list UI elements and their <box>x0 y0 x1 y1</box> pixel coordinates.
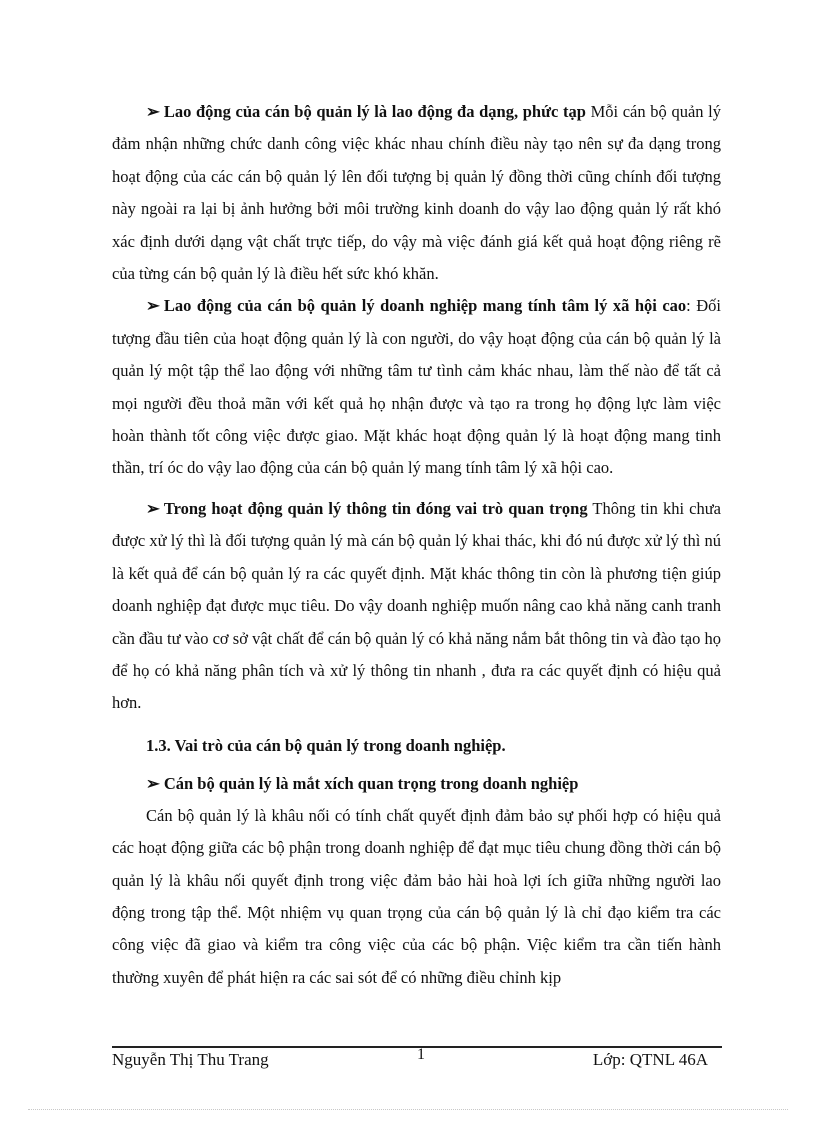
arrow-bullet-icon: ➢ <box>146 102 160 121</box>
document-body <box>112 96 721 994</box>
page-number: 1 <box>417 1046 425 1063</box>
paragraph-key-link: Cán bộ quản lý là khâu nối có tính chất quyết định đảm bảo sự phối hợp có hiệu quả các hoạt động giữa các bộ phận trong doanh nghiệp để đạt mục tiêu chung đồng thời cán bộ quản lý là khâu nối quyết định trong việc đảm bảo hài hoà lợi ích giữa những người lao động trong tập thể. Một nhiệm vụ quan trọng của cán bộ quản lý là chỉ đạo kiểm tra các công việc đã giao và kiểm tra công việc của các bộ phận. Việc kiểm tra cần tiến hành thường xuyên để phát hiện ra các sai sót để có những điều chỉnh kịp <box>112 805 721 987</box>
paragraph-lead: Trong hoạt động quản lý thông tin đóng vai trò quan trọng <box>163 498 588 518</box>
paragraph-text: Mỗi cán bộ quản lý đảm nhận những chức danh công việc khác nhau chính điều này tạo nên sự đa dạng trong hoạt động của các cán bộ quản lý lên đối tượng bị quản lý đồng thời cũng chính đối tượng này ngoài ra lại bị ảnh hưởng bởi môi trường kinh doanh do vậy lao động quản lý rất khó xác định dưới dạng vật chất trực tiếp, do vậy mà việc đánh giá kết quả hoạt động riêng rẽ của từng cán bộ quản lý là điều hết sức khó khăn. <box>112 102 722 284</box>
paragraph-lead: Lao động của cán bộ quản lý là lao động đa dạng, phức tạp <box>163 102 586 121</box>
subsection-heading <box>112 768 721 800</box>
paragraph-text: : Đối tượng đầu tiên của hoạt động quản lý là con người, do vậy hoạt động của cán bộ quản lý là quản lý một tập thể lao động với những tâm tư tình cảm khác nhau, làm thế nào để tất cả mọi người đều thoả mãn với kết quả họ nhận được và tạo ra trong họ động lực làm việc hoàn thành tốt công việc được giao. Mặt khác hoạt động quản lý là hoạt động mang tinh thần, trí óc do vậy lao động của cán bộ quản lý mang tính tâm lý xã hội cao. <box>112 296 721 478</box>
footer-author: Nguyễn Thị Thu Trang <box>112 1050 269 1069</box>
footer-class: Lớp: QTNL 46A <box>592 1050 708 1069</box>
paragraph-information-role <box>112 493 721 720</box>
page-edge-divider <box>28 1109 788 1110</box>
arrow-bullet-icon: ➢ <box>146 773 160 793</box>
paragraph-text: Thông tin khi chưa được xử lý thì là đối tượng quản lý mà cán bộ quản lý khai thác, khi đó nú được xử lý thì nú là kết quả để cán bộ quản lý ra các quyết định. Mặt khác thông tin còn là phương tiện giúp doanh nghiệp đạt được mục tiêu. Do vậy doanh nghiệp muốn nâng cao khả năng canh tranh cần đầu tư vào cơ sở vật chất để cán bộ quản lý có khả năng nắm bắt thông tin và đào tạo họ để họ có khả năng phân tích và xử lý thông tin nhanh , đưa ra các quyết định có hiệu quả hơn. <box>112 498 721 713</box>
section-heading: 1.3. Vai trò của cán bộ quản lý trong doanh nghiệp. <box>146 735 506 755</box>
paragraph-labor-psychosocial <box>112 290 721 484</box>
paragraph-lead: Lao động của cán bộ quản lý doanh nghiệp mang tính tâm lý xã hội cao <box>163 296 687 316</box>
arrow-bullet-icon: ➢ <box>146 498 160 518</box>
paragraph-labor-diverse <box>112 96 721 290</box>
page-footer <box>112 1046 722 1076</box>
subsection-heading-text: Cán bộ quản lý là mắt xích quan trọng trong doanh nghiệp <box>163 773 579 793</box>
arrow-bullet-icon: ➢ <box>146 296 160 316</box>
